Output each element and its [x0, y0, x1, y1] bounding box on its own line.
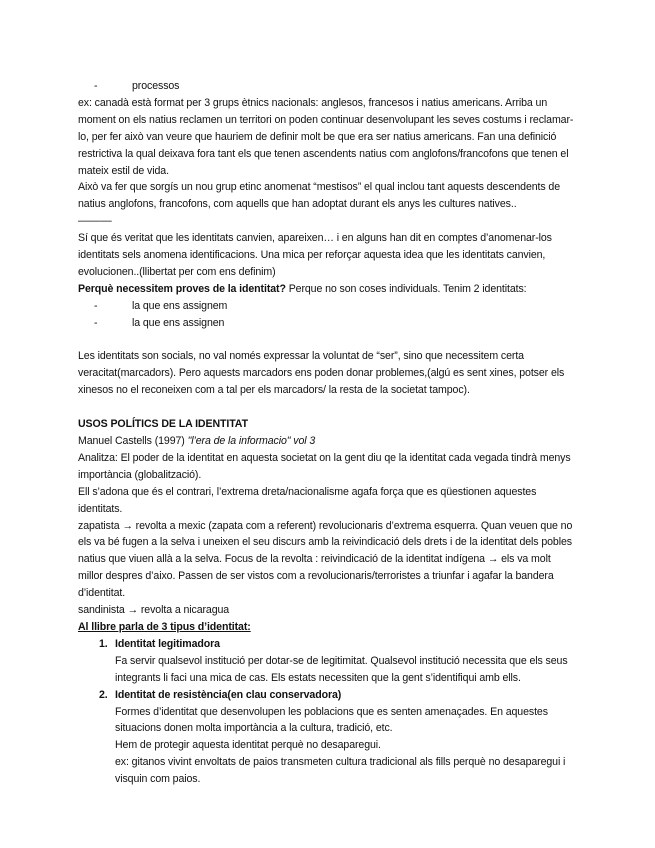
bullet-text: la que ens assignen [132, 316, 225, 329]
numbered-item [99, 687, 576, 704]
bullet-item [78, 298, 576, 315]
author-name: Manuel Castells (1997) [78, 435, 188, 447]
question-answer: Perque no son coses individuals. Tenim 2 identitats: [285, 282, 527, 295]
item-body: Hem de protegir aquesta identitat perquè no desaparegui. [115, 739, 381, 752]
paragraph-analitza: Analitza: El poder de la identitat en aquesta societat on la gent diu qe la identitat cada vegada tindrà menys importància (globalització). [78, 451, 571, 481]
bullet-text: processos [132, 80, 180, 92]
paragraph-canada: ex: canadà està format per 3 grups ètnics nacionals: anglesos, francesos i natius americans. Arriba un moment on els natius reclamen un territori on poden continuar desenvolupant les seves costums i reclamar-lo, per fer això van veure que hauriem de definir molt be que era ser natius americans. Fan una definició restrictiva la qual deixava fora tant els que tenen ascendents natius com anglofons/francofons que tenen el mateix estil de vida. [78, 96, 574, 177]
paragraph-mestisos: Això va fer que sorgís un nou grup etinc anomenat “mestisos” el qual inclou tant aquests descendents de natius anglofons, francofons, com aquells que han adoptat durant els anys les cultures natives.. [78, 181, 561, 211]
paragraph-identitats-socials: Les identitats son socials, no val només expressar la voluntat de “ser”, sino que necessitem certa veracitat(marcadors). Pero aquests marcadors ens poden donar problemes,(algú es sent xines, potser els xinesos no el reconeixen com a tal per els marcadors/ la resta de la societat tampoc). [78, 350, 565, 397]
bullet-dash: - [94, 299, 98, 312]
bullet-dash: - [94, 316, 98, 329]
paragraph-proves-identitat [78, 281, 576, 298]
bullet-text: la que ens assignem [132, 299, 228, 312]
bullet-item [78, 78, 576, 95]
item-title: Identitat legitimadora [115, 637, 220, 650]
question-bold: Perquè necessitem proves de la identitat? [78, 282, 286, 295]
document-page [78, 78, 576, 788]
bullet-dash: - [94, 80, 98, 92]
book-title: "l’era de la informacio" vol 3 [187, 435, 316, 447]
item-number: 2. [99, 688, 108, 701]
paragraph-sandinista: sandinista → revolta a nicaragua [78, 604, 230, 617]
item-body: Formes d’identitat que desenvolupen les poblacions que es senten amenaçades. En aquestes situacions donen molta importància a la cultura, tradició, etc. [115, 705, 548, 735]
paragraph-identitats-canvien: Sí que és veritat que les identitats canvien, apareixen… i en alguns han dit en comptes d’anomenar-los identitats sels anomena identificacions. Una mica per reforçar aquesta idea que les identitats canvien, evolucionen..(llibertat per com ens definim) [78, 232, 552, 278]
subheading-tipus-identitat: Al llibre parla de 3 tipus d’identitat: [78, 620, 251, 633]
bullet-item [78, 315, 576, 332]
author-citation [78, 433, 576, 450]
paragraph-contrari: Ell s’adona que és el contrari, l’extrema dreta/nacionalisme agafa força que es qüestionen aquestes identitats. [78, 485, 537, 515]
item-title: Identitat de resistència(en clau conservadora) [115, 688, 342, 701]
item-number: 1. [99, 637, 108, 650]
divider-line: —–––– [78, 215, 112, 228]
paragraph-zapatista: zapatista → revolta a mexic (zapata com a referent) revolucionaris d’extrema esquerra. Quan veuen que no els va bé fugen a la selva i uneixen el seu discurs amb la reivindicació dels drets i de la identitat dels pobles natius que viuen allà a la selva. Focus de la revolta : reivindicació de la identitat indígena → els va molt millor despres d’aixo. Passen de ser vistos com a revolucionaris/terroristes a triunfar i agafar la bandera d’identitat. [78, 519, 573, 600]
section-heading: USOS POLÍTICS DE LA IDENTITAT [78, 418, 248, 431]
numbered-item [99, 636, 576, 653]
item-body: ex: gitanos vivint envoltats de paios transmeten cultura tradicional als fills perquè no desaparegui i visquin com paios. [115, 756, 566, 786]
item-body: Fa servir qualsevol institució per dotar-se de legitimitat. Qualsevol institució necessita que els seus integrants li faci una mica de cas. Els estats necessiten que la gent s’identifiqui amb ells. [115, 654, 568, 684]
